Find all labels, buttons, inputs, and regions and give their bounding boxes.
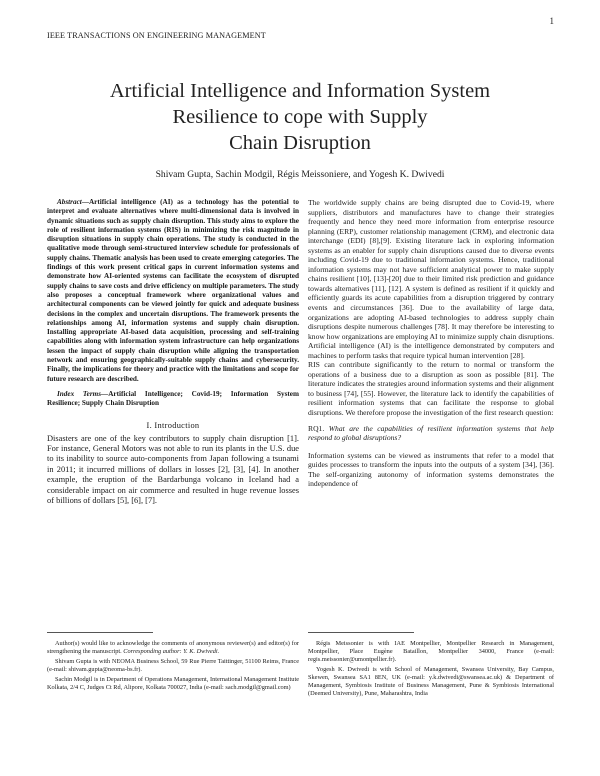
body-paragraph: The worldwide supply chains are being disrupted due to Covid-19, where suppliers, distributors and manufactures have to change their strategies frequently and hence they need more information from enterprise resource planning (ERP), customer relationship management (CRM), and electronic data interchange (EDI) [8],[9]. Existing literature lack in exploring information systems as an enabler for supply chain disruptions caused due to diverse events including Covid-19 due to traditional information systems. Hence, traditional information systems may not have sufficient analytical power to make supply chains resilient [10], [13]-[20] due to their limited risk prediction and guidance towards alternatives [11], [12]. A system is defined as resilient if it quickly and efficiently guards its acute capabilities from a disruption triggered by contrary events and circumstances [36]. Due to the availability of large data, organizations are adopting AI-based technologies to address supply chain disruptions despite numerous challenges [78]. It may therefore be interesting to know how organizations are employing AI to minimize supply chain disruptions. Artificial intelligence (AI) is the intelligence demonstrated by computers and machines to perform tasks that require typical human intervention [28]. bbox=[308, 198, 554, 360]
paper-title bbox=[40, 78, 560, 156]
footnote-dwivedi: Yogesh K. Dwivedi is with School of Management, Swansea University, Bay Campus, Skewen, Swansea SA1 8EN, UK (e-mail: y.k.dwivedi@swansea.ac.uk) & Department of Management, Symbiosis Institute of Business Management, Pune & Symbiosis International (Deemed University), Pune, Maharashtra, India bbox=[308, 666, 554, 697]
footnote-acknowledgement bbox=[47, 640, 299, 656]
footnote-meissoniere: Régis Meissonier is with IAE Montpellier, Montpellier Research in Management, Montpellier, Place Eugène Bataillon, Montpellier 34000, France (e-mail: regis.meissonier@umontpellier.fr). bbox=[308, 640, 554, 663]
abstract-text: —Artificial intelligence (AI) as a technology has the potential to interpret and evaluate alternatives where multi-dimensional data is involved in dynamic situations such as supply chain disruption. This study aims to explore the role of resilient information systems (RIS) in minimizing the risk magnitude in disruption situations in supply chain operations. The study is conducted in the qualitative mode through semi-structured interview schedule for professionals of supply chains. Thematic analysis has been used to create emerging categories. The findings of this work present critical gaps in current information systems and demonstrate how AI-oriented systems can facilitate the ecosystem of disrupted supply chains to save costs and drive efficiency on multiple parameters. The study also proposes a conceptual framework where organizational values and architectural components can be viewed jointly for quick and adequate business decisions in the complex and uncertain disruptions. The framework presents the relationships among AI, information systems and supply chain disruption. Installing appropriate AI-based data acquisition, processing and self-training capabilities along with information system infrastructure can help organizations lessen the impact of supply chain disruption while aligning the transportation network and ensuring geographically-suitable supply chains and cybersecurity. Finally, the implications for theory and practice with the limitations and scope for future research are described. bbox=[47, 198, 299, 383]
title-line: Chain Disruption bbox=[229, 132, 371, 154]
abstract-label: Abstract bbox=[57, 198, 82, 206]
rq-label: RQ1. bbox=[308, 423, 329, 433]
index-terms-label: Index Terms bbox=[57, 389, 102, 398]
page-number: 1 bbox=[549, 16, 554, 26]
body-paragraph: RIS can contribute significantly to the return to normal or transform the operations of a business due to a disruption as soon as possible [81]. The literature indicates the strategies around information systems and their alignment to business [74], [55]. However, the literature lack to identify the capabilities of resilient information systems that can facilitate the response to global disruptions. We therefore propose the investigation of the first research question: bbox=[308, 360, 554, 418]
title-line: Resilience to cope with Supply bbox=[172, 106, 428, 128]
index-terms-text: —Artificial Intelligence; Covid-19; Information System Resilience; Supply Chain Disruption bbox=[47, 389, 299, 408]
research-question bbox=[308, 424, 554, 443]
footnote-ack-text: Author(s) would like to acknowledge the comments of anonymous reviewer(s) and editor(s) for strengthening the manuscript. bbox=[47, 640, 299, 655]
footnotes-right bbox=[308, 640, 554, 700]
footnote-divider bbox=[47, 632, 153, 633]
footnotes-left bbox=[47, 640, 299, 694]
journal-header: IEEE TRANSACTIONS ON ENGINEERING MANAGEMENT bbox=[47, 31, 266, 40]
intro-paragraph: Disasters are one of the key contributors to supply chain disruption [1]. For instance, General Motors was not able to run its plants in the U.S. due to its inability to source auto-components from Japan following a tsunami in 2011; it incurred millions of dollars in losses [2], [3], [4]. In another example, the eruption of the Bardarbunga volcano in Iceland had a considerable impact on air commerce and resulted in huge revenue losses of billions of dollars [5], [6], [7]. bbox=[47, 433, 299, 505]
index-terms bbox=[47, 390, 299, 409]
body-paragraph: Information systems can be viewed as instruments that refer to a model that guides processes to transform the inputs into the outputs of a system [34], [36]. The self-organizing autonomy of information systems demonstrates the independence of bbox=[308, 450, 554, 489]
footnote-gupta: Shivam Gupta is with NEOMA Business School, 59 Rue Pierre Taittinger, 51100 Reims, France (e-mail: shivam.gupta@neoma-bs.fr). bbox=[47, 658, 299, 673]
footnote-modgil: Sachin Modgil is in Department of Operations Management, International Management Institute Kolkata, 2/4 C, Judges Ct Rd, Alipore, Kolkata 700027, India (e-mail: sach.modgil@gmail.com) bbox=[47, 676, 299, 691]
left-column bbox=[47, 198, 299, 506]
corresponding-author: Corresponding author: Y. K. Dwivedi. bbox=[123, 648, 220, 655]
rq-text: What are the capabilities of resilient information systems that help respond to global disruptions? bbox=[308, 423, 554, 443]
author-list: Shivam Gupta, Sachin Modgil, Régis Meissoniere, and Yogesh K. Dwivedi bbox=[155, 169, 445, 180]
title-line: Artificial Intelligence and Information System bbox=[109, 80, 491, 102]
section-heading: I. Introduction bbox=[146, 420, 200, 430]
right-column bbox=[308, 198, 554, 489]
abstract bbox=[47, 198, 299, 384]
footnote-divider bbox=[308, 632, 414, 633]
